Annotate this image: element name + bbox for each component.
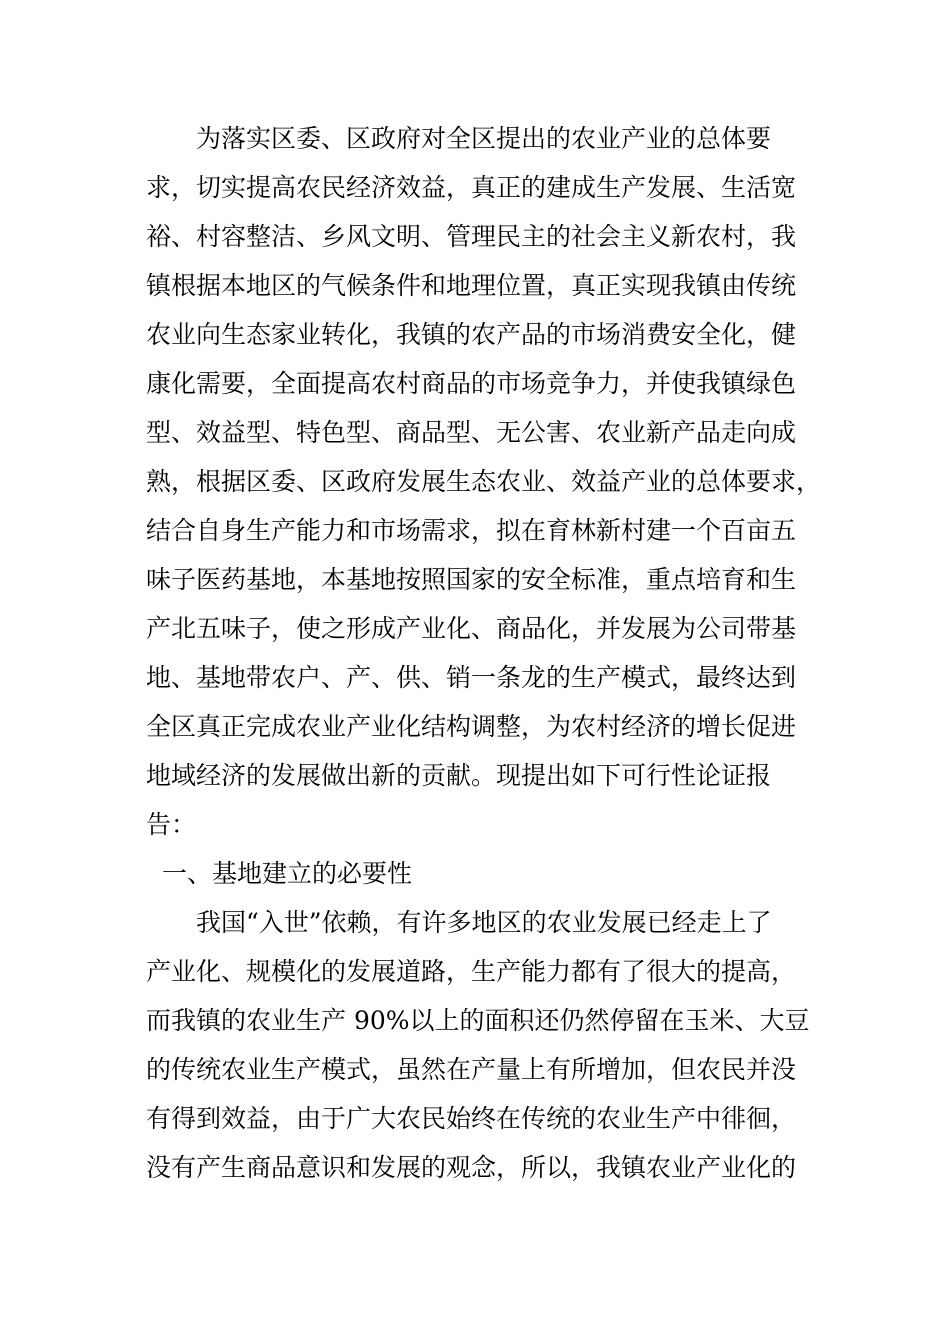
text-line: 为落实区委、区政府对全区提出的农业产业的总体要 [196, 124, 772, 153]
text-line: 结合自身生产能力和市场需求，拟在育林新村建一个百亩五 [146, 516, 797, 545]
text-line: 康化需要，全面提高农村商品的市场竞争力，并使我镇绿色 [146, 369, 797, 398]
text-line: 的传统农业生产模式，虽然在产量上有所增加，但农民并没 [146, 1055, 797, 1084]
text-line: 产业化、规模化的发展道路，生产能力都有了很大的提高， [146, 957, 797, 986]
text-line: 有得到效益，由于广大农民始终在传统的农业生产中徘徊， [146, 1104, 797, 1133]
text-line: 地域经济的发展做出新的贡献。现提出如下可行性论证报 [146, 761, 772, 790]
text-line: 镇根据本地区的气候条件和地理位置，真正实现我镇由传统 [146, 271, 797, 300]
text-line: 型、效益型、特色型、商品型、无公害、农业新产品走向成 [146, 418, 797, 447]
text-line: 产北五味子，使之形成产业化、商品化，并发展为公司带基 [146, 614, 797, 643]
paragraph-intro [146, 114, 836, 849]
section-heading: 一、基地建立的必要性 [162, 859, 413, 888]
text-line: 地、基地带农户、产、供、销一条龙的生产模式，最终达到 [146, 663, 797, 692]
text-line: 而我镇的农业生产 90%以上的面积还仍然停留在玉米、大豆 [146, 1006, 810, 1035]
text-line: 告： [146, 810, 197, 839]
text-line: 我国“入世”依赖，有许多地区的农业发展已经走上了 [196, 908, 772, 937]
text-line: 味子医药基地，本基地按照国家的安全标准，重点培育和生 [146, 565, 797, 594]
text-line: 农业向生态家业转化，我镇的农产品的市场消费安全化，健 [146, 320, 797, 349]
text-line: 求，切实提高农民经济效益，真正的建成生产发展、生活宽 [146, 173, 797, 202]
text-line: 裕、村容整洁、乡风文明、管理民主的社会主义新农村，我 [146, 222, 797, 251]
text-line: 熟，根据区委、区政府发展生态农业、效益产业的总体要求， [146, 467, 822, 496]
text-line: 全区真正完成农业产业化结构调整，为农村经济的增长促进 [146, 712, 797, 741]
paragraph-necessity [146, 898, 836, 1192]
document-body [146, 114, 836, 1192]
text-line: 没有产生商品意识和发展的观念，所以，我镇农业产业化的 [146, 1153, 797, 1182]
